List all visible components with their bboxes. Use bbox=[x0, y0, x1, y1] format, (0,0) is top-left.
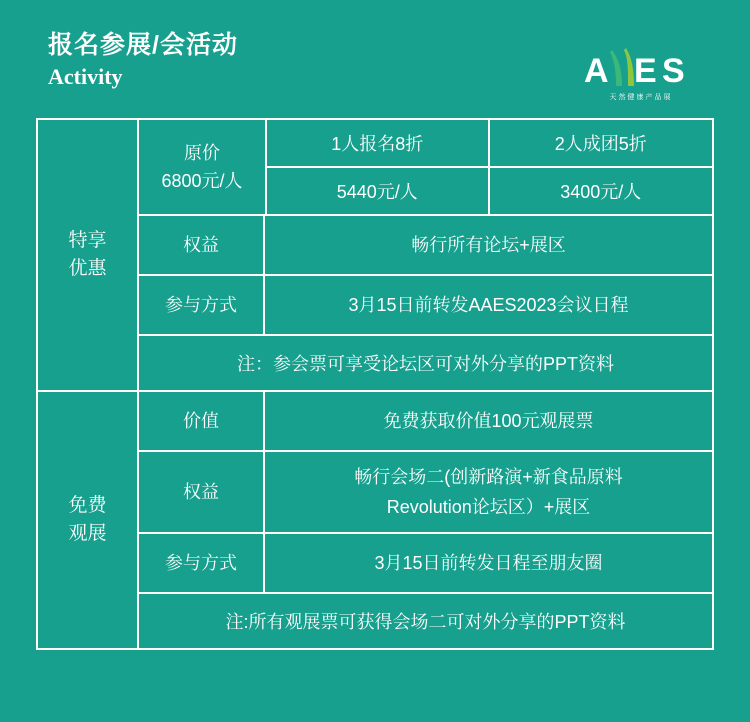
offers-title-row bbox=[267, 120, 712, 168]
row-value-benefits-free-line2: Revolution论坛区）+展区 bbox=[386, 497, 591, 517]
section-note-free: 注:所有观展票可获得会场二可对外分享的PPT资料 bbox=[225, 612, 626, 632]
table-row bbox=[139, 120, 712, 216]
table-row bbox=[139, 216, 712, 276]
table-row bbox=[139, 534, 712, 594]
row-label-benefits: 权益 bbox=[139, 216, 265, 274]
row-value-participation-free: 3月15日前转发日程至朋友圈 bbox=[374, 553, 603, 573]
section-body-free bbox=[139, 392, 712, 648]
row-label-participation: 参与方式 bbox=[139, 276, 265, 334]
page-subtitle: Activity bbox=[48, 64, 123, 89]
aes-logo bbox=[582, 28, 714, 102]
offer-title-1: 1人报名8折 bbox=[267, 120, 490, 166]
table-section-premium bbox=[38, 120, 712, 392]
aes-logo-icon bbox=[582, 46, 700, 90]
table-row bbox=[139, 276, 712, 336]
svg-text:E: E bbox=[634, 52, 657, 90]
section-label-free bbox=[38, 392, 139, 648]
offer-price-2: 3400元/人 bbox=[560, 182, 642, 202]
offers-grid bbox=[267, 120, 712, 214]
row-label-value: 价值 bbox=[139, 392, 265, 450]
original-price-label: 原价 bbox=[183, 143, 220, 163]
section-label-line2: 观展 bbox=[68, 523, 107, 544]
offer-title-2: 2人成团5折 bbox=[554, 134, 647, 154]
section-label-line2: 优惠 bbox=[68, 258, 107, 279]
section-label-line1: 免费 bbox=[68, 495, 107, 516]
section-label-premium bbox=[38, 120, 139, 390]
row-value-value: 免费获取价值100元观展票 bbox=[383, 411, 594, 431]
row-value-participation: 3月15日前转发AAES2023会议日程 bbox=[348, 295, 629, 315]
table-section-free bbox=[38, 392, 712, 648]
row-label-participation-free: 参与方式 bbox=[139, 534, 265, 592]
row-value-benefits: 畅行所有论坛+展区 bbox=[411, 235, 566, 255]
section-body-premium bbox=[139, 120, 712, 390]
title-block bbox=[36, 28, 238, 92]
original-price-value: 6800元/人 bbox=[161, 171, 243, 191]
svg-text:A: A bbox=[584, 52, 609, 90]
original-price-cell bbox=[139, 120, 267, 214]
table-row bbox=[139, 452, 712, 534]
section-note-premium: 注：参会票可享受论坛区可对外分享的PPT资料 bbox=[236, 354, 614, 374]
poster-header bbox=[36, 28, 714, 106]
offer-price-1: 5440元/人 bbox=[267, 168, 490, 214]
row-label-benefits-free: 权益 bbox=[139, 452, 265, 532]
page-title: 报名参展/会活动 bbox=[48, 31, 238, 59]
offers-price-row bbox=[267, 168, 712, 214]
row-value-benefits-free bbox=[265, 452, 712, 532]
activity-table bbox=[36, 118, 714, 650]
logo-subtitle: 天然健康产品展 bbox=[609, 94, 673, 101]
row-value-benefits-free-line1: 畅行会场二(创新路演+新食品原料 bbox=[354, 467, 623, 487]
svg-text:S: S bbox=[662, 52, 685, 90]
table-row bbox=[139, 392, 712, 452]
section-label-line1: 特享 bbox=[68, 230, 107, 251]
